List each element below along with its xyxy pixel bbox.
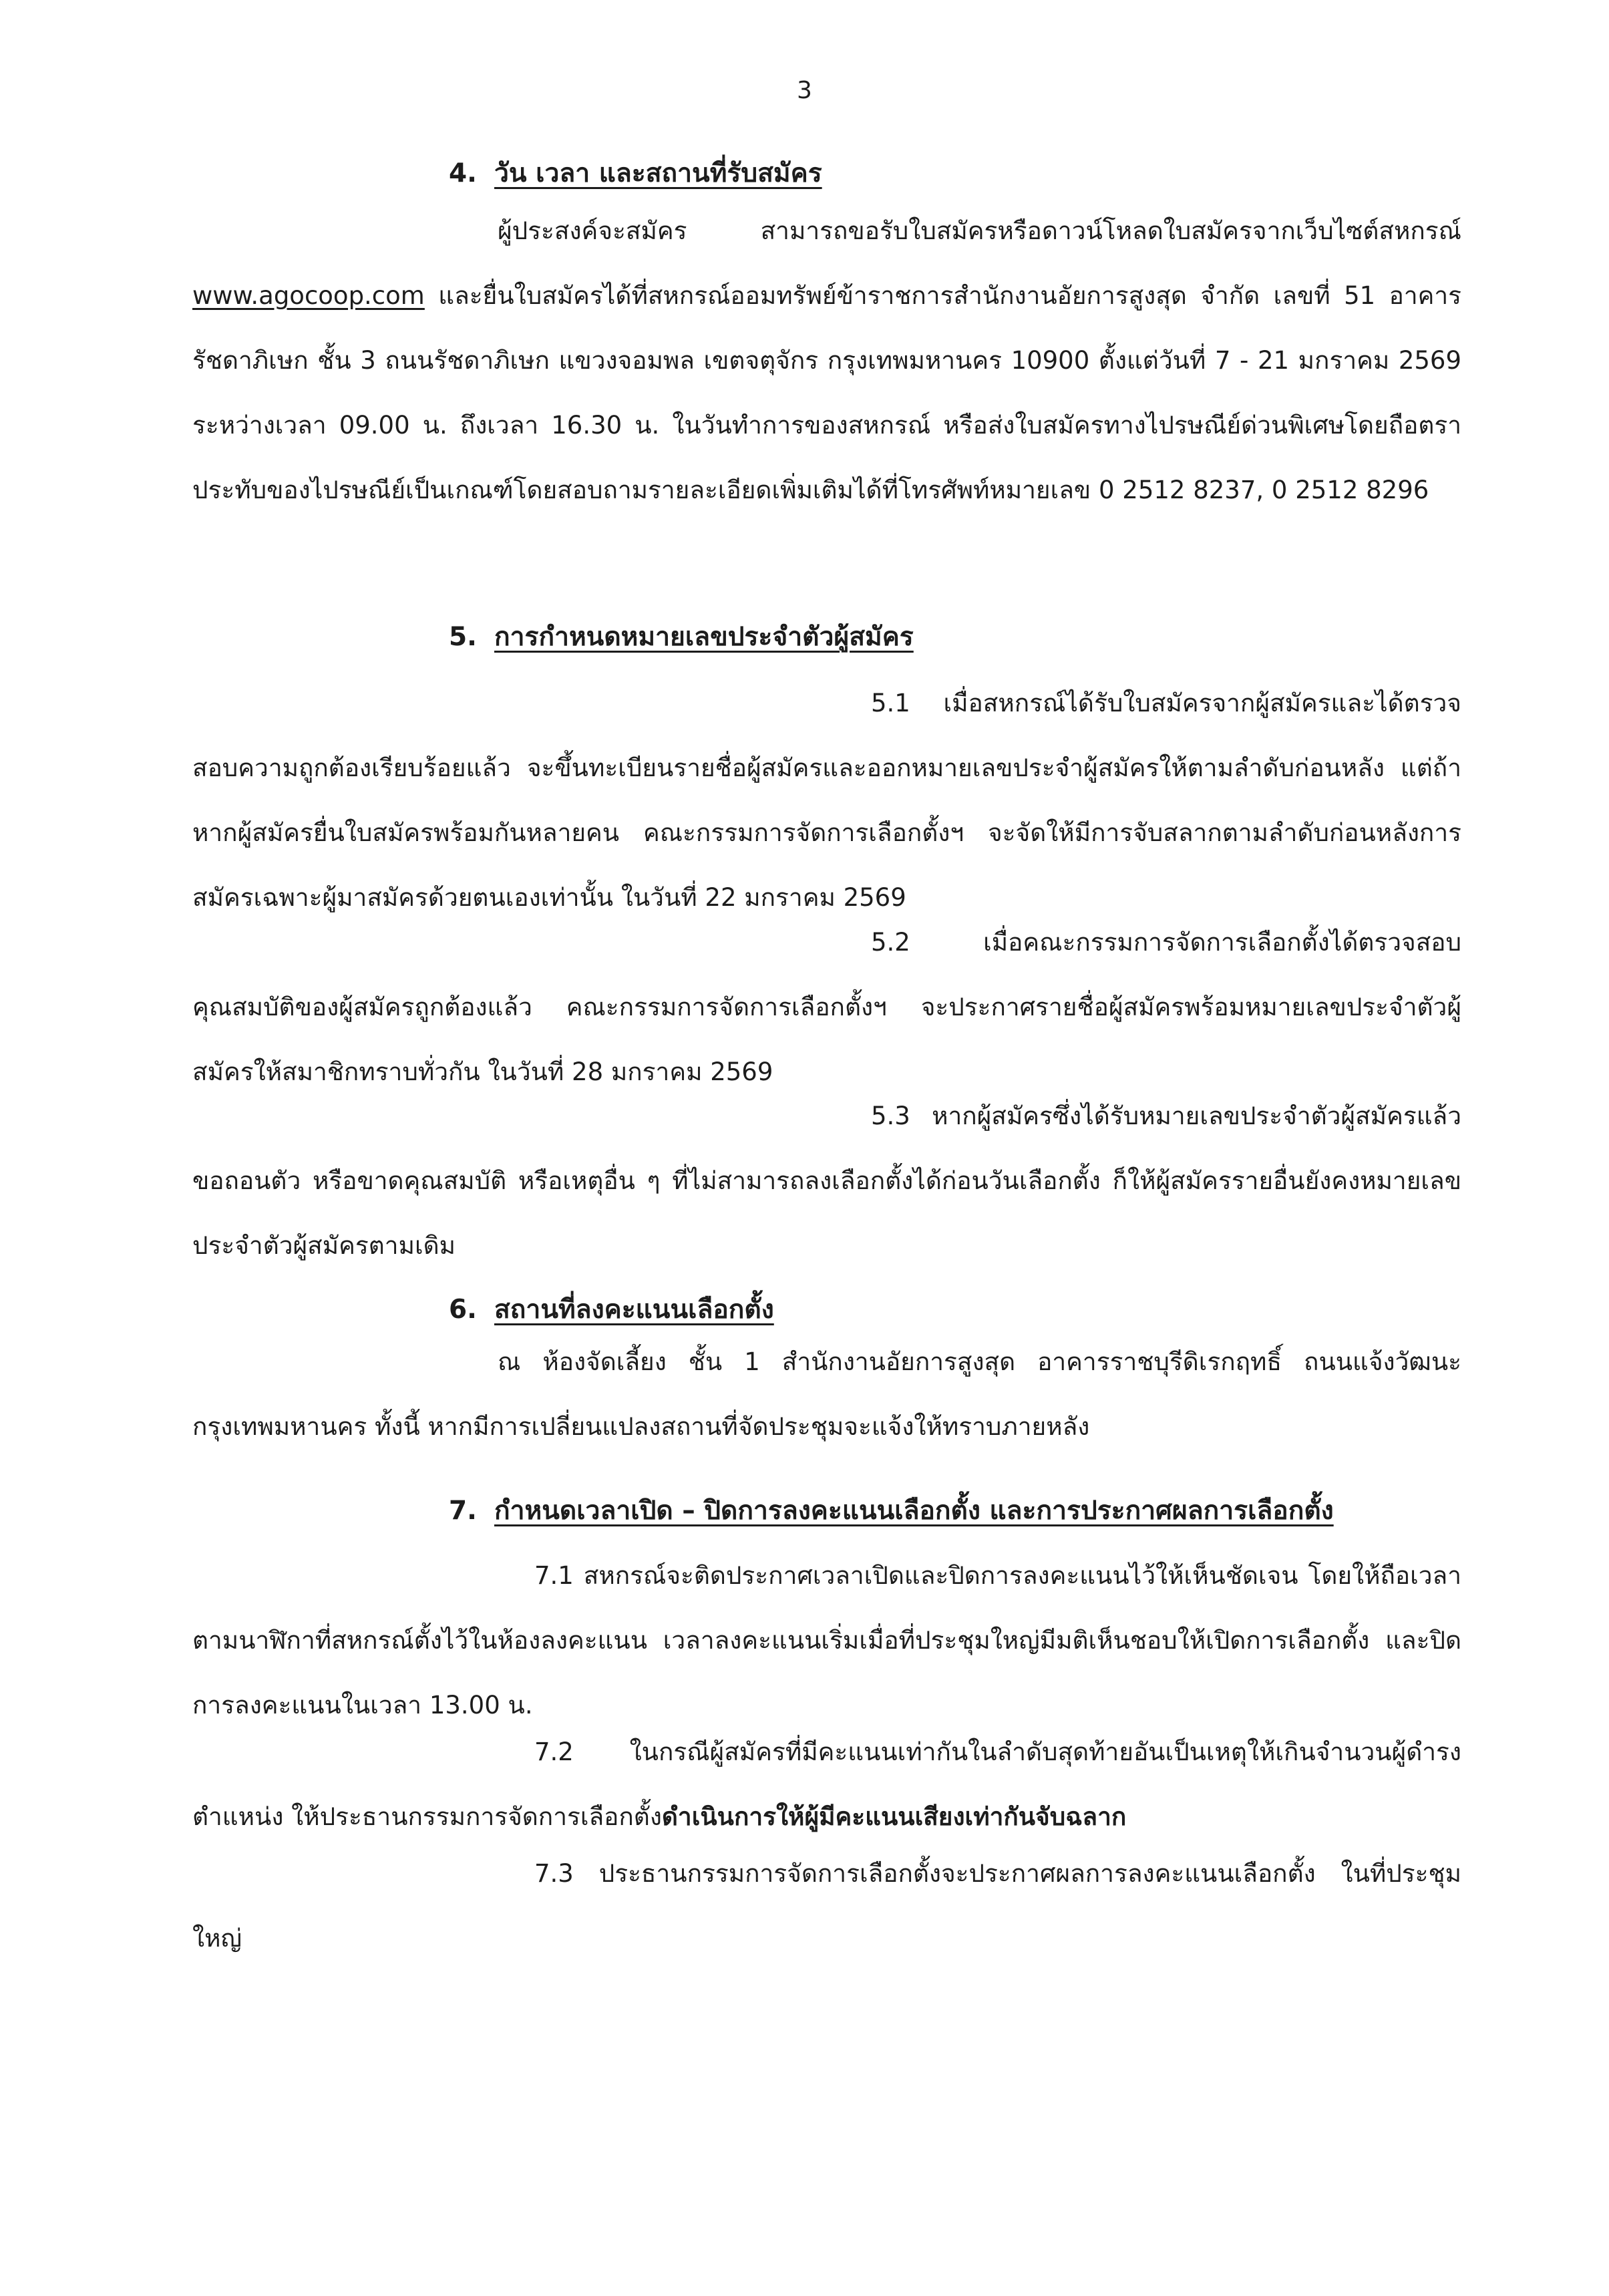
section-7-1-number: 7.1: [534, 1561, 574, 1590]
section-5-3-number: 5.3: [871, 1102, 910, 1130]
section-7-2-bold-text: ดำเนินการให้ผู้มีคะแนนเสียงเท่ากันจับฉลาก: [661, 1802, 1127, 1831]
section-7-1-paragraph: [192, 1543, 1461, 1738]
section-4-number: 4.: [449, 158, 477, 188]
section-5-2-text: เมื่อคณะกรรมการจัดการเลือกตั้งได้ตรวจสอบคุณสมบัติของผู้สมัครถูกต้องแล้ว คณะกรรมการจัดการเลือกตั้งฯ จะประกาศรายชื่อผู้สมัครพร้อมหมายเลขประจำตัวผู้สมัครให้สมาชิกทราบทั่วกัน ในวันที่ 28 มกราคม 2569: [192, 928, 1461, 1086]
section-7-3-number: 7.3: [534, 1859, 574, 1888]
section-6-paragraph: [192, 1329, 1461, 1459]
section-7-1-text: สหกรณ์จะติดประกาศเวลาเปิดและปิดการลงคะแนนไว้ให้เห็นชัดเจน โดยให้ถือเวลาตามนาฬิกาที่สหกรณ์ตั้งไว้ในห้องลงคะแนน เวลาลงคะแนนเริ่มเมื่อที่ประชุมใหญ่มีมติเห็นชอบให้เปิดการเลือกตั้ง และปิดการลงคะแนนในเวลา 13.00 น.: [192, 1561, 1461, 1719]
section-5-2-number: 5.2: [871, 928, 910, 957]
section-5-title: การกำหนดหมายเลขประจำตัวผู้สมัคร: [494, 622, 914, 652]
page-number: 3: [797, 77, 812, 104]
section-4-title: วัน เวลา และสถานที่รับสมัคร: [494, 158, 822, 188]
section-5-3-paragraph: [192, 1084, 1461, 1278]
section-4-heading: [449, 155, 822, 192]
section-5-1-number: 5.1: [871, 689, 910, 717]
section-5-3-text: หากผู้สมัครซึ่งได้รับหมายเลขประจำตัวผู้สมัครแล้วขอถอนตัว หรือขาดคุณสมบัติ หรือเหตุอื่น ๆ ที่ไม่สามารถลงเลือกตั้งได้ก่อนวันเลือกตั้ง ก็ให้ผู้สมัครรายอื่นยังคงหมายเลขประจำตัวผู้สมัครตามเดิม: [192, 1102, 1461, 1260]
section-5-heading: [449, 619, 914, 656]
section-5-number: 5.: [449, 622, 477, 652]
section-5-1-paragraph: [192, 671, 1461, 930]
section-5-2-paragraph: [192, 910, 1461, 1104]
section-7-2-paragraph: [192, 1719, 1461, 1849]
section-4-text-after-link: และยื่นใบสมัครได้ที่สหกรณ์ออมทรัพย์ข้าราชการสำนักงานอัยการสูงสุด จำกัด เลขที่ 51 อาคารรัชดาภิเษก ชั้น 3 ถนนรัชดาภิเษก แขวงจอมพล เขตจตุจักร กรุงเทพมหานคร 10900 ตั้งแต่วันที่ 7 - 21 มกราคม 2569 ระหว่างเวลา 09.00 น. ถึงเวลา 16.30 น. ในวันทำการของสหกรณ์ หรือส่งใบสมัครทางไปรษณีย์ด่วนพิเศษโดยถือตราประทับของไปรษณีย์เป็นเกณฑ์โดยสอบถามรายละเอียดเพิ่มเติมได้ที่โทรศัพท์หมายเลข 0 2512 8237, 0 2512 8296: [192, 281, 1461, 504]
section-7-3-paragraph: [192, 1841, 1461, 1971]
section-7-title: กำหนดเวลาเปิด – ปิดการลงคะแนนเลือกตั้ง และการประกาศผลการเลือกตั้ง: [494, 1496, 1334, 1526]
section-6-text: ณ ห้องจัดเลี้ยง ชั้น 1 สำนักงานอัยการสูงสุด อาคารราชบุรีดิเรกฤทธิ์ ถนนแจ้งวัฒนะ กรุงเทพมหานคร ทั้งนี้ หากมีการเปลี่ยนแปลงสถานที่จัดประชุมจะแจ้งให้ทราบภายหลัง: [192, 1347, 1461, 1441]
section-6-title: สถานที่ลงคะแนนเลือกตั้ง: [494, 1295, 774, 1325]
website-link[interactable]: www.agocoop.com: [192, 281, 425, 310]
section-7-3-text: ประธานกรรมการจัดการเลือกตั้งจะประกาศผลการลงคะแนนเลือกตั้ง ในที่ประชุมใหญ่: [192, 1859, 1461, 1953]
section-6-number: 6.: [449, 1295, 477, 1325]
section-7-2-number: 7.2: [534, 1738, 574, 1766]
section-4-paragraph: [192, 198, 1461, 522]
section-5-1-text: เมื่อสหกรณ์ได้รับใบสมัครจากผู้สมัครและได้ตรวจสอบความถูกต้องเรียบร้อยแล้ว จะขึ้นทะเบียนรายชื่อผู้สมัครและออกหมายเลขประจำผู้สมัครให้ตามลำดับก่อนหลัง แต่ถ้าหากผู้สมัครยื่นใบสมัครพร้อมกันหลายคน คณะกรรมการจัดการเลือกตั้งฯ จะจัดให้มีการจับสลากตามลำดับก่อนหลังการสมัครเฉพาะผู้มาสมัครด้วยตนเองเท่านั้น ในวันที่ 22 มกราคม 2569: [192, 689, 1461, 912]
section-7-heading: [449, 1492, 1334, 1530]
section-4-text-before-link: ผู้ประสงค์จะสมัคร สามารถขอรับใบสมัครหรือดาวน์โหลดใบสมัครจากเว็บไซต์สหกรณ์: [498, 216, 1461, 245]
section-7-2-text: ในกรณีผู้สมัครที่มีคะแนนเท่ากันในลำดับสุดท้ายอันเป็นเหตุให้เกินจำนวนผู้ดำรงตำแหน่ง ให้ประธานกรรมการจัดการเลือกตั้ง: [192, 1738, 1461, 1831]
section-6-heading: [449, 1291, 774, 1329]
section-7-number: 7.: [449, 1496, 477, 1526]
